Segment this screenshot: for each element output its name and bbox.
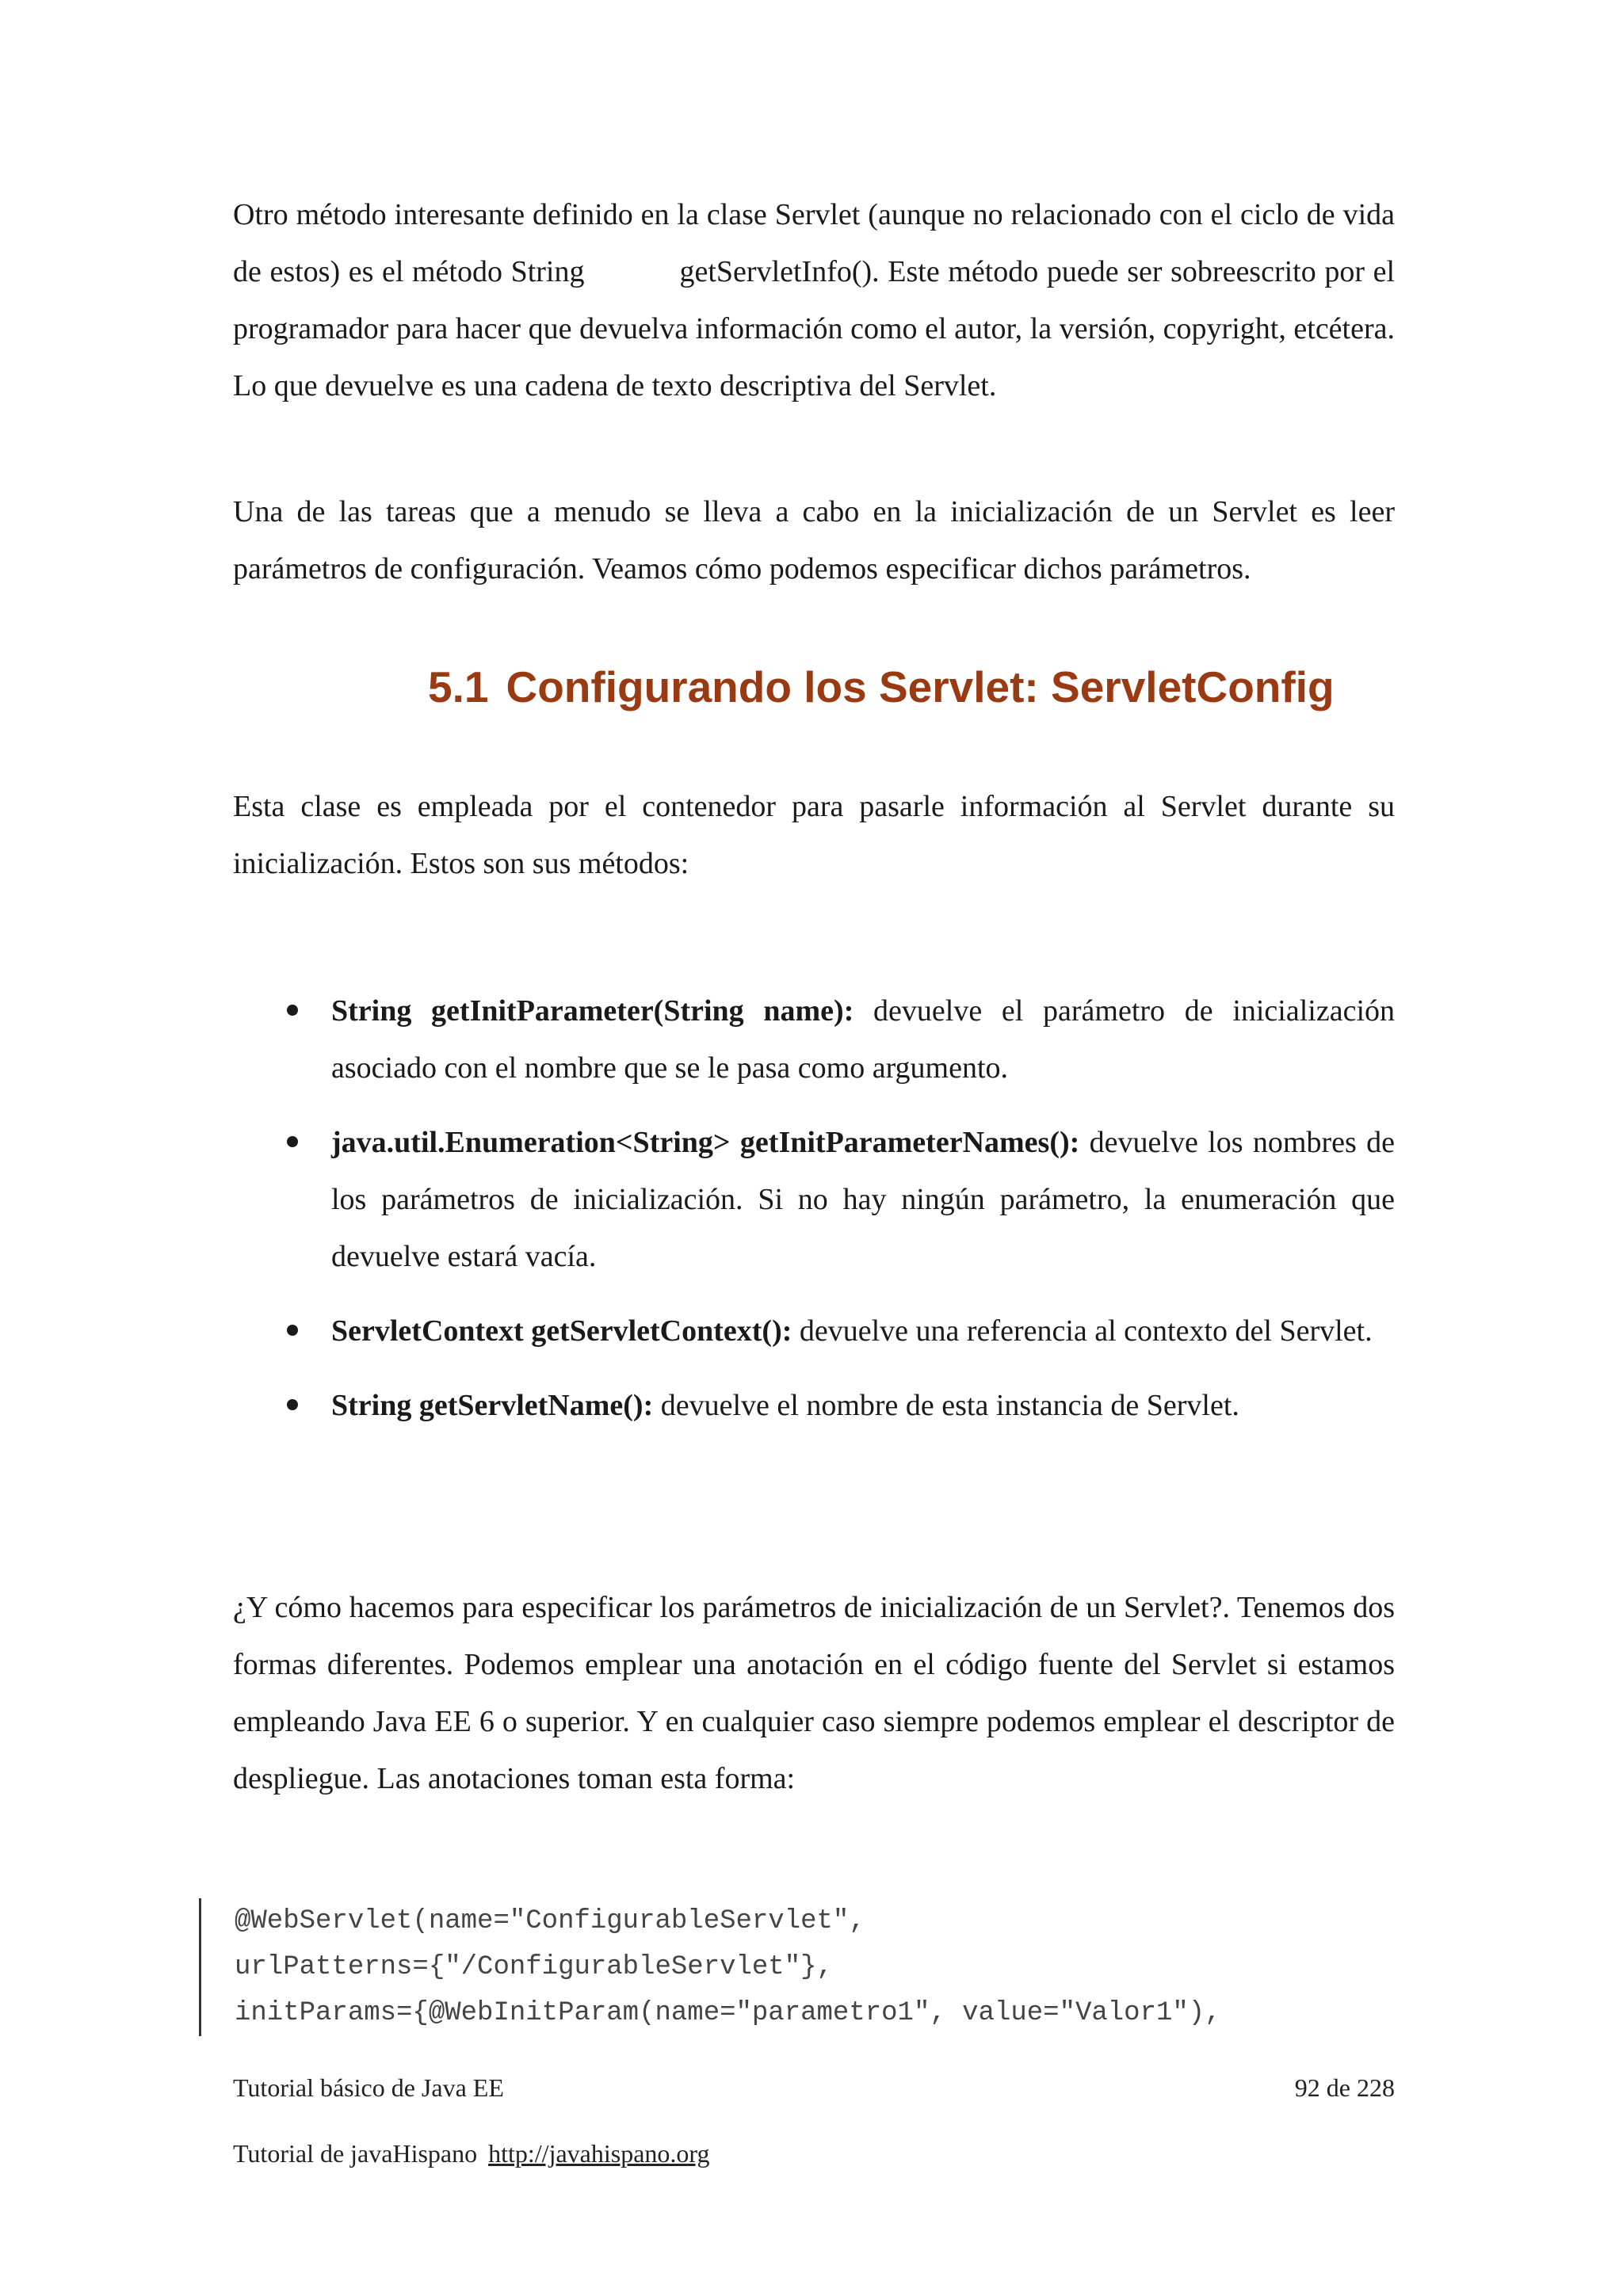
section-title: Configurando los Servlet: ServletConfig bbox=[506, 662, 1335, 711]
footer-page-number: 92 de 228 bbox=[1294, 2073, 1395, 2102]
method-description: devuelve una referencia al contexto del Servlet. bbox=[792, 1314, 1373, 1348]
paragraph-init-params: Una de las tareas que a menudo se lleva a cabo en la inicialización de un Servlet es leer parámetros de configuración. Veamos cómo podemos especificar dichos parámetros. bbox=[233, 495, 1395, 585]
bullet-icon bbox=[287, 1005, 298, 1016]
method-signature: String getServletName(): bbox=[331, 1389, 654, 1422]
bullet-icon bbox=[287, 1399, 298, 1410]
bullet-icon bbox=[287, 1136, 298, 1147]
paragraph-text: Este método puede ser sobreescrito por el programador para hacer que devuelva información como el autor, la versión, copyright, etcétera. Lo que devuelve es una cadena de texto descriptiva del Servlet. bbox=[233, 255, 1396, 402]
method-description: devuelve el nombre de esta instancia de Servlet. bbox=[653, 1389, 1239, 1422]
section-heading bbox=[428, 662, 1335, 712]
bullet-icon bbox=[287, 1325, 298, 1336]
methods-list bbox=[233, 982, 1395, 1451]
paragraph-servletconfig-intro: Esta clase es empleada por el contenedor para pasarle información al Servlet durante su inicialización. Estos son sus métodos: bbox=[233, 790, 1395, 880]
code-line: @WebServlet(name="ConfigurableServlet", bbox=[235, 1906, 865, 1936]
method-signature: java.util.Enumeration<String> getInitParameterNames(): bbox=[331, 1126, 1080, 1159]
footer-credit-link[interactable]: http://javahispano.org bbox=[488, 2139, 710, 2168]
list-item bbox=[233, 982, 1395, 1097]
code-line: initParams={@WebInitParam(name="parametro1", value="Valor1"), bbox=[235, 1998, 1221, 2028]
list-item bbox=[233, 1377, 1395, 1434]
code-block bbox=[199, 1898, 1221, 2036]
paragraph-annotations: ¿Y cómo hacemos para especificar los parámetros de inicialización de un Servlet?. Tenemos dos formas diferentes. Podemos emplear una anotación en el código fuente del Servlet si estamos empleando Java EE 6 o superior. Y en cualquier caso siempre podemos emplear el descriptor de despliegue. Las anotaciones toman esta forma: bbox=[233, 1591, 1395, 1795]
method-signature: String getInitParameter(String name): bbox=[331, 994, 854, 1028]
method-signature: ServletContext getServletContext(): bbox=[331, 1314, 792, 1348]
inline-method-name: getServletInfo(). bbox=[679, 255, 880, 288]
footer-credit bbox=[233, 2139, 709, 2168]
code-line: urlPatterns={"/ConfigurableServlet"}, bbox=[235, 1952, 833, 1982]
list-item bbox=[233, 1302, 1395, 1360]
footer-book-title: Tutorial básico de Java EE bbox=[233, 2073, 504, 2102]
footer-credit-text: Tutorial de javaHispano bbox=[233, 2139, 478, 2168]
method-description: devuelve el parámetro de inicialización asociado con el nombre que se le pasa como argumento. bbox=[331, 994, 1395, 1085]
section-number: 5.1 bbox=[428, 662, 489, 711]
method-description: devuelve los nombres de los parámetros de inicialización. Si no hay ningún parámetro, la enumeración que devuelve estará vacía. bbox=[331, 1126, 1395, 1273]
paragraph-servletinfo bbox=[233, 186, 1395, 414]
list-item bbox=[233, 1114, 1395, 1285]
paragraph-text: Otro método interesante definido en la clase Servlet (aunque no relacionado con el ciclo de vida de estos) es el método String bbox=[233, 198, 1395, 288]
